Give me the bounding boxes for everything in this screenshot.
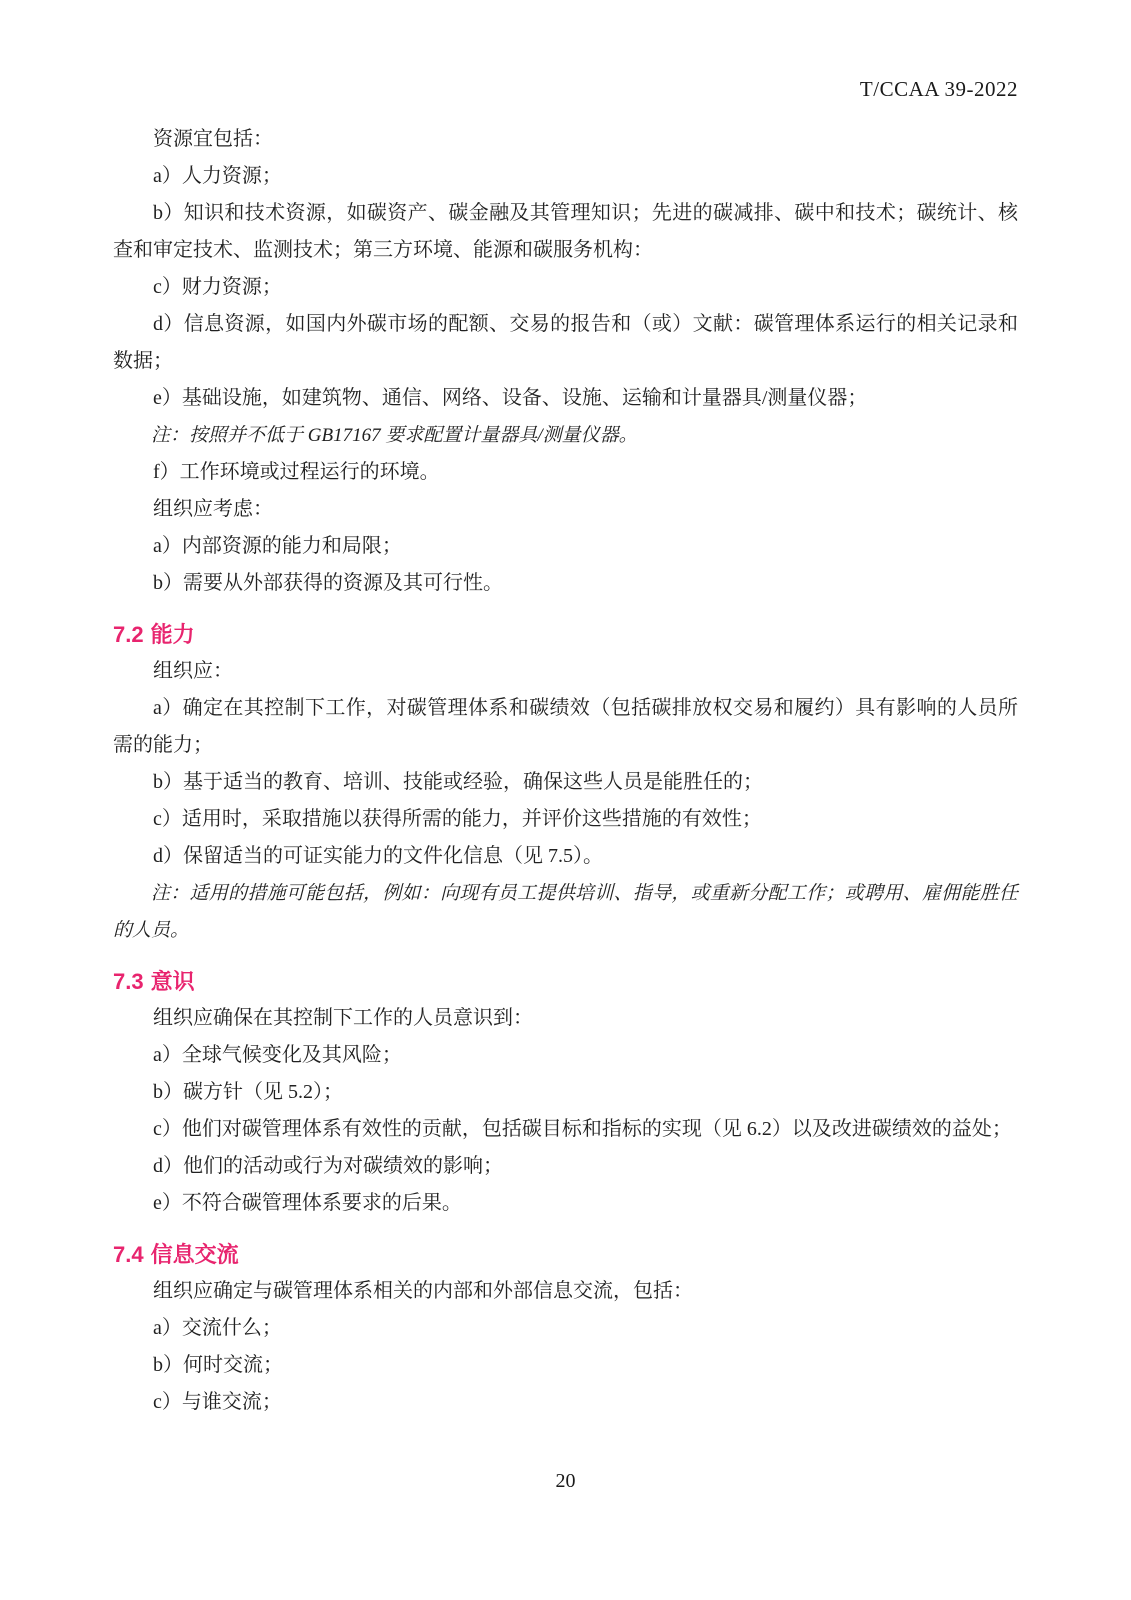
section-heading xyxy=(113,963,1018,1000)
body-paragraph: 资源宜包括： xyxy=(153,128,273,150)
body-paragraph: b）需要从外部获得的资源及其可行性。 xyxy=(153,572,503,594)
body-paragraph: a）内部资源的能力和局限； xyxy=(153,535,402,557)
page-footer xyxy=(0,1470,1131,1493)
body-paragraph: f）工作环境或过程运行的环境。 xyxy=(153,461,440,483)
body-paragraph: d）保留适当的可证实能力的文件化信息（见 7.5）。 xyxy=(153,845,603,867)
section-heading xyxy=(113,1236,1018,1273)
body-paragraph: b）基于适当的教育、培训、技能或经验，确保这些人员是能胜任的； xyxy=(153,771,763,793)
body-paragraph: 组织应确保在其控制下工作的人员意识到： xyxy=(153,1007,533,1029)
document-content xyxy=(113,121,1018,1421)
standard-code: T/CCAA 39-2022 xyxy=(859,77,1018,101)
body-paragraph: 组织应确定与碳管理体系相关的内部和外部信息交流，包括： xyxy=(153,1280,693,1302)
body-paragraph: c）财力资源； xyxy=(153,276,282,298)
section-title: 信息交流 xyxy=(150,1242,239,1267)
section-number: 7.2 xyxy=(113,622,144,647)
body-paragraph: 组织应： xyxy=(153,660,233,682)
body-paragraph: a）确定在其控制下工作，对碳管理体系和碳绩效（包括碳排放权交易和履约）具有影响的人员所需的能力； xyxy=(113,697,1018,756)
body-paragraph: b）知识和技术资源，如碳资产、碳金融及其管理知识；先进的碳减排、碳中和技术；碳统计、核查和审定技术、监测技术；第三方环境、能源和碳服务机构： xyxy=(113,202,1018,261)
body-paragraph: a）全球气候变化及其风险； xyxy=(153,1044,402,1066)
body-paragraph: a）人力资源； xyxy=(153,165,282,187)
body-paragraph: d）他们的活动或行为对碳绩效的影响； xyxy=(153,1155,503,1177)
note-paragraph: 注：适用的措施可能包括，例如：向现有员工提供培训、指导，或重新分配工作；或聘用、雇佣能胜任的人员。 xyxy=(113,883,1018,941)
body-paragraph: c）适用时，采取措施以获得所需的能力，并评价这些措施的有效性； xyxy=(153,808,762,830)
body-paragraph: d）信息资源，如国内外碳市场的配额、交易的报告和（或）文献：碳管理体系运行的相关记录和数据； xyxy=(113,313,1018,372)
section-heading xyxy=(113,616,1018,653)
body-paragraph: e）不符合碳管理体系要求的后果。 xyxy=(153,1192,462,1214)
body-paragraph: b）碳方针（见 5.2）； xyxy=(153,1081,343,1103)
page-header xyxy=(113,76,1018,103)
section-title: 意识 xyxy=(150,969,195,994)
body-paragraph: 组织应考虑： xyxy=(153,498,273,520)
page-number: 20 xyxy=(555,1470,576,1492)
section-number: 7.4 xyxy=(113,1242,144,1267)
note-paragraph: 注：按照并不低于 GB17167 要求配置计量器具/测量仪器。 xyxy=(151,425,638,446)
body-paragraph: e）基础设施，如建筑物、通信、网络、设备、设施、运输和计量器具/测量仪器； xyxy=(153,387,868,409)
section-title: 能力 xyxy=(150,622,195,647)
section-number: 7.3 xyxy=(113,969,144,994)
body-paragraph: b）何时交流； xyxy=(153,1354,283,1376)
body-paragraph: c）与谁交流； xyxy=(153,1391,282,1413)
body-paragraph: a）交流什么； xyxy=(153,1317,282,1339)
body-paragraph: c）他们对碳管理体系有效性的贡献，包括碳目标和指标的实现（见 6.2）以及改进碳绩效的益处； xyxy=(153,1118,1012,1140)
